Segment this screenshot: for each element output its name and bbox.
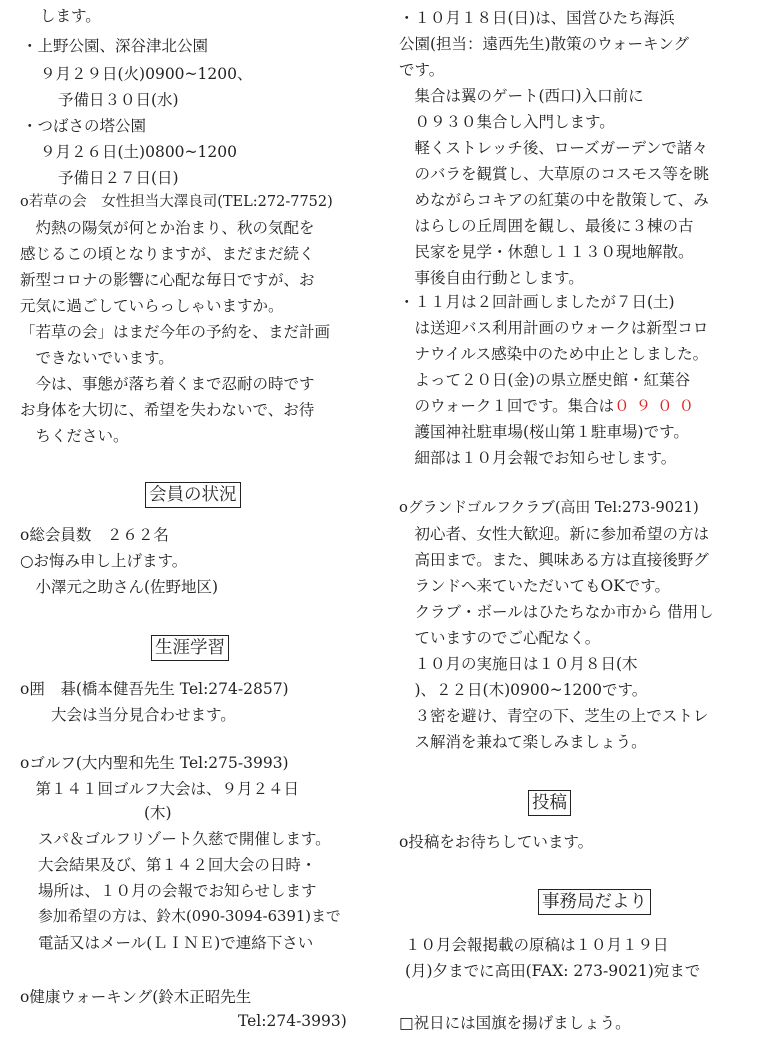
text-line: 大会結果及び、第１４２回大会の日時・ <box>38 856 317 874</box>
text-line: ていますのでご心配なく。 <box>399 629 601 647</box>
text-line: 集合は翼のゲート(西口)入口前に <box>399 87 644 105</box>
text-line: ・上野公園、深谷津北公園 <box>22 37 209 55</box>
text-line: ９月２９日(火)0900~1200、 <box>40 65 253 83</box>
text-line: です。 <box>399 61 445 79</box>
text-line: 参加希望の方は、鈴木(090-3094-6391)まで <box>38 908 341 925</box>
text-line: 電話又はメール(ＬＩＮＥ)で連絡下さい <box>38 934 314 952</box>
text-line: o健康ウォーキング(鈴木正昭先生 <box>20 988 252 1006</box>
text-line: 事後自由行動とします。 <box>399 269 584 287</box>
text-line: 場所は、１０月の会報でお知らせします <box>38 882 317 900</box>
text-line: 公園(担当：遠西先生)散策のウォーキング <box>399 35 690 53</box>
text-line: １０月の実施日は１０月８日(木 <box>399 655 638 673</box>
text-line: )、２２日(木)0900~1200です。 <box>399 681 648 699</box>
text-line: ・１１月は２回計画しましたが７日(土) <box>399 293 675 311</box>
contrib-heading: 投稿 <box>528 790 571 816</box>
text-line: ス解消を兼ねて楽しみましょう。 <box>399 733 647 751</box>
text-line: はらしの丘周囲を観し、最後に３棟の古 <box>399 217 694 235</box>
text-line: o総会員数 ２６２名 <box>20 526 169 544</box>
text-line: ３密を避け、青空の下、芝生の上でストレ <box>399 707 709 725</box>
text-line: ナウイルス感染中のため中止としました。 <box>399 345 709 363</box>
text-line: □祝日には国旗を揚げましょう。 <box>399 1014 631 1032</box>
text-line: めながらコキアの紅葉の中を散策して、み <box>399 191 709 209</box>
text-span: のウォーク１回です。集合は <box>399 397 615 415</box>
wakakusa-heading: o若草の会 女性担当大澤良司(TEL:272-7752) <box>20 194 333 210</box>
text-line: 予備日２７日(日) <box>58 169 179 187</box>
text-line: ちください。 <box>20 427 129 445</box>
text-line: ・つばさの塔公園 <box>22 117 147 135</box>
office-heading: 事務局だより <box>538 889 651 915</box>
text-line: できないでいます。 <box>20 349 174 367</box>
members-heading: 会員の状況 <box>145 482 241 508</box>
red-meeting-time: ０９００ <box>614 397 701 415</box>
text-line: (木) <box>20 804 172 822</box>
lifelong-heading: 生涯学習 <box>151 635 229 661</box>
text-line: よって２０日(金)の県立歴史館・紅葉谷 <box>399 371 691 389</box>
text-line: 新型コロナの影響に心配な毎日ですが、お <box>20 271 315 289</box>
text-line: 大会は当分見合わせます。 <box>20 706 236 724</box>
text-line: (月)夕までに高田(FAX: 273-9021)宛まで <box>405 962 701 980</box>
text-line: o投稿をお待ちしています。 <box>399 833 594 851</box>
text-line: 第１４１回ゴルフ大会は、９月２４日 <box>20 780 300 798</box>
text-line: 「若草の会」はまだ今年の予約を、まだ計画 <box>20 323 331 341</box>
gg-heading: oグランドゴルフクラブ(高田 Tel:273-9021) <box>399 499 699 516</box>
text-line: ０９３０集合し入門します。 <box>399 113 615 131</box>
text-line: ・１０月１８日(日)は、国営ひたち海浜 <box>399 9 675 27</box>
text-line: 初心者、女性大歓迎。新に参加希望の方は <box>399 525 710 543</box>
text-line: 予備日３０日(水) <box>58 91 179 109</box>
text-line: します。 <box>40 7 101 25</box>
text-line: 護国神社駐車場(桜山第１駐車場)です。 <box>399 423 689 441</box>
text-line: 元気に過ごしていらっしゃいますか。 <box>20 297 284 315</box>
text-line: スパ＆ゴルフリゾート久慈で開催します。 <box>38 830 331 848</box>
text-line: １０月会報掲載の原稿は１０月１９日 <box>405 936 669 954</box>
text-line: のバラを観賞し、大草原のコスモス等を眺 <box>399 165 710 183</box>
text-line: 小澤元之助さん(佐野地区) <box>20 578 219 596</box>
text-line: 今は、事態が落ち着くまで忍耐の時です <box>20 375 315 393</box>
text-line <box>399 394 700 418</box>
text-line: クラブ・ボールはひたちなか市から 借用し <box>399 603 714 621</box>
text-line: 民家を見学・休憩し１１３０現地解散。 <box>399 243 694 261</box>
text-line: ９月２６日(土)0800~1200 <box>40 143 237 161</box>
text-line: 灼熱の陽気が何とか治まり、秋の気配を <box>20 219 315 237</box>
text-line: は送迎バス利用計画のウォークは新型コロ <box>399 319 709 337</box>
text-line: 軽くストレッチ後、ローズガーデンで諸々 <box>399 139 708 157</box>
text-line: Tel:274-3993) <box>238 1012 347 1030</box>
text-line: お身体を大切に、希望を失わないで、お待 <box>20 401 315 419</box>
text-line: 高田まで。また、興味ある方は直接後野グ <box>399 551 709 569</box>
text-line: oゴルフ(大内聖和先生 Tel:275-3993) <box>20 754 289 772</box>
text-line: o囲 碁(橋本健吾先生 Tel:274-2857) <box>20 680 289 698</box>
text-line: ○お悔み申し上げます。 <box>20 552 188 570</box>
text-line: 感じるこの頃となりますが、まだまだ続く <box>20 245 315 263</box>
text-line: ランドへ来ていただいてもOKです。 <box>399 577 671 595</box>
text-line: 細部は１０月会報でお知らせします。 <box>399 449 677 467</box>
